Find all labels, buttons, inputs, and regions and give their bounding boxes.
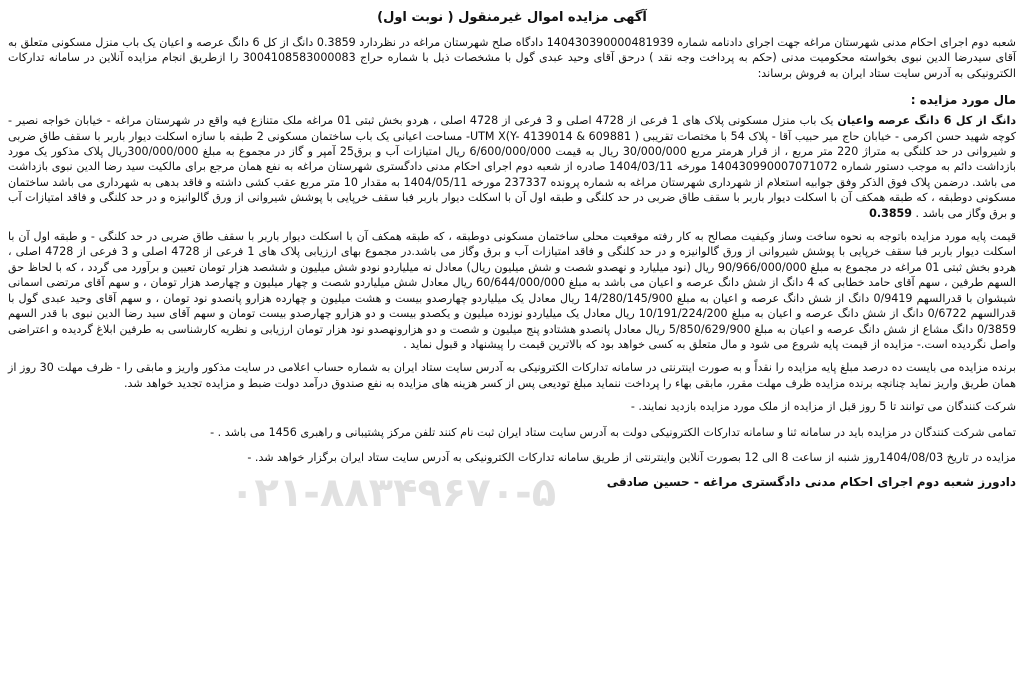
note-registration: تمامی شرکت کنندگان در مزایده باید در سامانه ثنا و سامانه تدارکات الکترونیکی دولت به آدرس سایت ستاد ایران ثبت نام کنند تلفن مرکز پشتیبانی و راهبری 1456 می باشد . - — [210, 425, 1016, 439]
notice-title: آگهی مزایده اموال غیرمنقول ( نوبت اول) — [377, 10, 647, 25]
property-description — [8, 113, 1016, 221]
section-heading: مال مورد مزایده : — [910, 93, 1016, 108]
property-share: 0.3859 — [869, 206, 912, 220]
payment-terms: برنده مزایده می بایست ده درصد مبلغ پایه مزایده را نقداً و به صورت اینترنتی در سامانه تدارکات الکترونیکی به آدرس سایت ستاد ایران به شماره حساب اعلامی در سایت مذکور واریز و مابقی را - ظرف مهلت 30 روز از همان طریق واریز نماید چنانچه برنده مزایده ظرف مهلت مقرر، مابقی بهاء را پرداخت ننماید مبلغ تودیعی پس از کسر هزینه های مزایده به نفع صندوق درآمد دولت ضبط و مزایده تجدید خواهد شد. — [8, 361, 1016, 390]
valuation-paragraph: قیمت پایه مورد مزایده باتوجه به نحوه ساخت وساز وکیفیت مصالح به کار رفته موقعیت محلی ساختمان مسکونی دوطبقه ، که طبقه همکف آن با اسکلت دیوار باربر با سقف طاق ضربی در حد کلنگی - و طبقه اول آن با اسکلت دیوار باربر فبا سقف خرپایی با پوشش شیروانی از ورق گالوانیزه و در حد کلنگی و فاقد امتیازات آب و برق وگاز می باشد.در مجموع بهای ارزیابی پلاک های 1 فرعی از 4728 اصلی و 3 فرعی از 4728 اصلی ، هردو بخش ثبتی 01 مراغه در مجموع به مبلغ 90/966/000/000 ریال (نود میلیارد و نهصدو شصت و شش میلیون ریال) معادل نه میلیاردو نودو شش میلیون و ششصد هزار تومان تعیین و برآورد می گردد ، که با لحاظ حق السهم طرفین ، سهم آقای حامد خطابی که 4 دانگ از شش دانگ عرصه و اعیان می باشد به مبلغ 60/644/000/000 ریال معادل شش میلیاردو شصت و چهار میلیون و چهارصد هزار تومان ، و سهم آقای مرتضی اسمانی شیشوان با قدرالسهم 0/9419 دانگ از شش دانگ عرصه و اعیان به مبلغ 14/280/145/900 ریال معادل یک میلیاردو چهارصدو بیست و هشت میلیون و چهارده هزارو پانصدو نود تومان ، و سهم آقای وحید عبدی گول با قدرالسهم 0/6722 دانگ از شش دانگ عرصه و اعیان به مبلغ 10/191/224/200 ریال معادل یک میلیاردو نوزده میلیون و یکصدو بیست و دو هزارو چهارصدو بیست تومان و سهم آقای سید رضا الدین نبوی با قدر السهم 0/3859 دانگ مشاع از شش دانگ عرصه و اعیان به مبلغ 5/850/629/900 ریال معادل پانصدو هشتادو پنج میلیون و شصت و دو هزارونهصدو نود هزار تومان ارزیابی و نظریه کارشناسی به طرفین ابلاغ گردیده و اعتراضی واصل نگردیده است.- مزایده از قیمت پایه شروع می شود و مال متعلق به کسی خواهد بود که بالاترین قیمت را پیشنهاد و قبول نماید . — [8, 230, 1017, 351]
property-description-text: یک باب منزل مسکونی پلاک های 1 فرعی از 4728 اصلی و 3 فرعی از 4728 اصلی ، هردو بخش ثبتی 01 مراغه ملک متنازع فیه واقع در شهرستان مراغه - خیابان خواجه نصیر - کوچه شهید حسن اکرمی - خیابان حاج میر حبیب آقا - پلاک 54 با مختصات تقریبی ( 609881 & Y- 4139014)UTM X- مساحت اعیانی یک باب ساختمان مسکونی 2 طبقه با سازه اسکلت دیوار باربر با سقف طاق ضربی و شیروانی در حد کلنگی به متراژ 220 متر مربع ، از قرار هرمتر مربع 30/000/000 ریال به قیمت 6/600/000/000 ریال امتیازات آب و برق25 آمپر و گاز در مجموع به مبلغ 300/000/000ریال پلاک مذکور یک مورد بازداشت دائم به موجب دستور شماره 140430990007071072 مورخه 1404/03/11 صادره از شعبه دوم اجرای احکام مدنی دادگستری شهرستان مراغه به نفع همان مرجع برای مالکیت سید رضا الدین نبوی بازداشت می باشد. درضمن پلاک فوق الذکر وفق جوابیه استعلام از شهرداری شهرستان مراغه به شماره پرونده 237337 مورخه 1404/05/11 به مقدار 10 متر مربع عقب کشی داشته و فاقد بدهی به شهرداری می باشد ساختمان مسکونی دوطبقه ، که طبقه همکف آن با اسکلت دیوار باربر با سقف طاق ضربی در حد کلنگی و طبقه اول آن با اسکلت دیوار باربر فبا سقف خرپایی با پوشش شیروانی از ورق گالوانیزه و در حد کلنگی و فاقد امتیازات آب و برق وگاز می باشد . — [8, 114, 1017, 220]
signature: دادورز شعبه دوم اجرای احکام مدنی دادگستری مراغه - حسین صادقی — [606, 475, 1016, 490]
note-date: مزایده در تاریخ 1404/08/03روز شنبه از ساعت 8 الی 12 بصورت آنلاین واینترنتی از طریق سامانه تدارکات الکترونیکی به آدرس سایت ستاد ایران برگزار خواهد شد. - — [247, 450, 1016, 464]
property-lead: دانگ از کل 6 دانگ عرصه واعیان — [837, 114, 1017, 128]
note-visit: شرکت کنندگان می توانند تا 5 روز قبل از مزایده از ملک مورد مزایده بازدید نمایند. - — [630, 400, 1016, 414]
intro-paragraph: شعبه دوم اجرای احکام مدنی شهرستان مراغه جهت اجرای دادنامه شماره 140430390000481939 دادگاه صلح شهرستان مراغه در نظردارد 0.3859 دانگ از کل 6 دانگ عرصه و اعیان یک باب منزل مسکونی متعلق به آقای سیدرضا الدین نبوی بخواسته محکومیت مدنی (حکم به پرداخت وجه نقد ) درحق آقای وحید عبدی گول با مشخصات ذیل با شماره حراج 3004108583000083 را ازطریق انجام مزایده آنلاین در سامانه تدارکات الکترونیکی به آدرس سایت ستاد ایران به فروش برساند: — [8, 36, 1016, 80]
watermark-phone: ۰۲۱-۸۸۳۴۹۶۷۰-۵ — [230, 470, 557, 516]
